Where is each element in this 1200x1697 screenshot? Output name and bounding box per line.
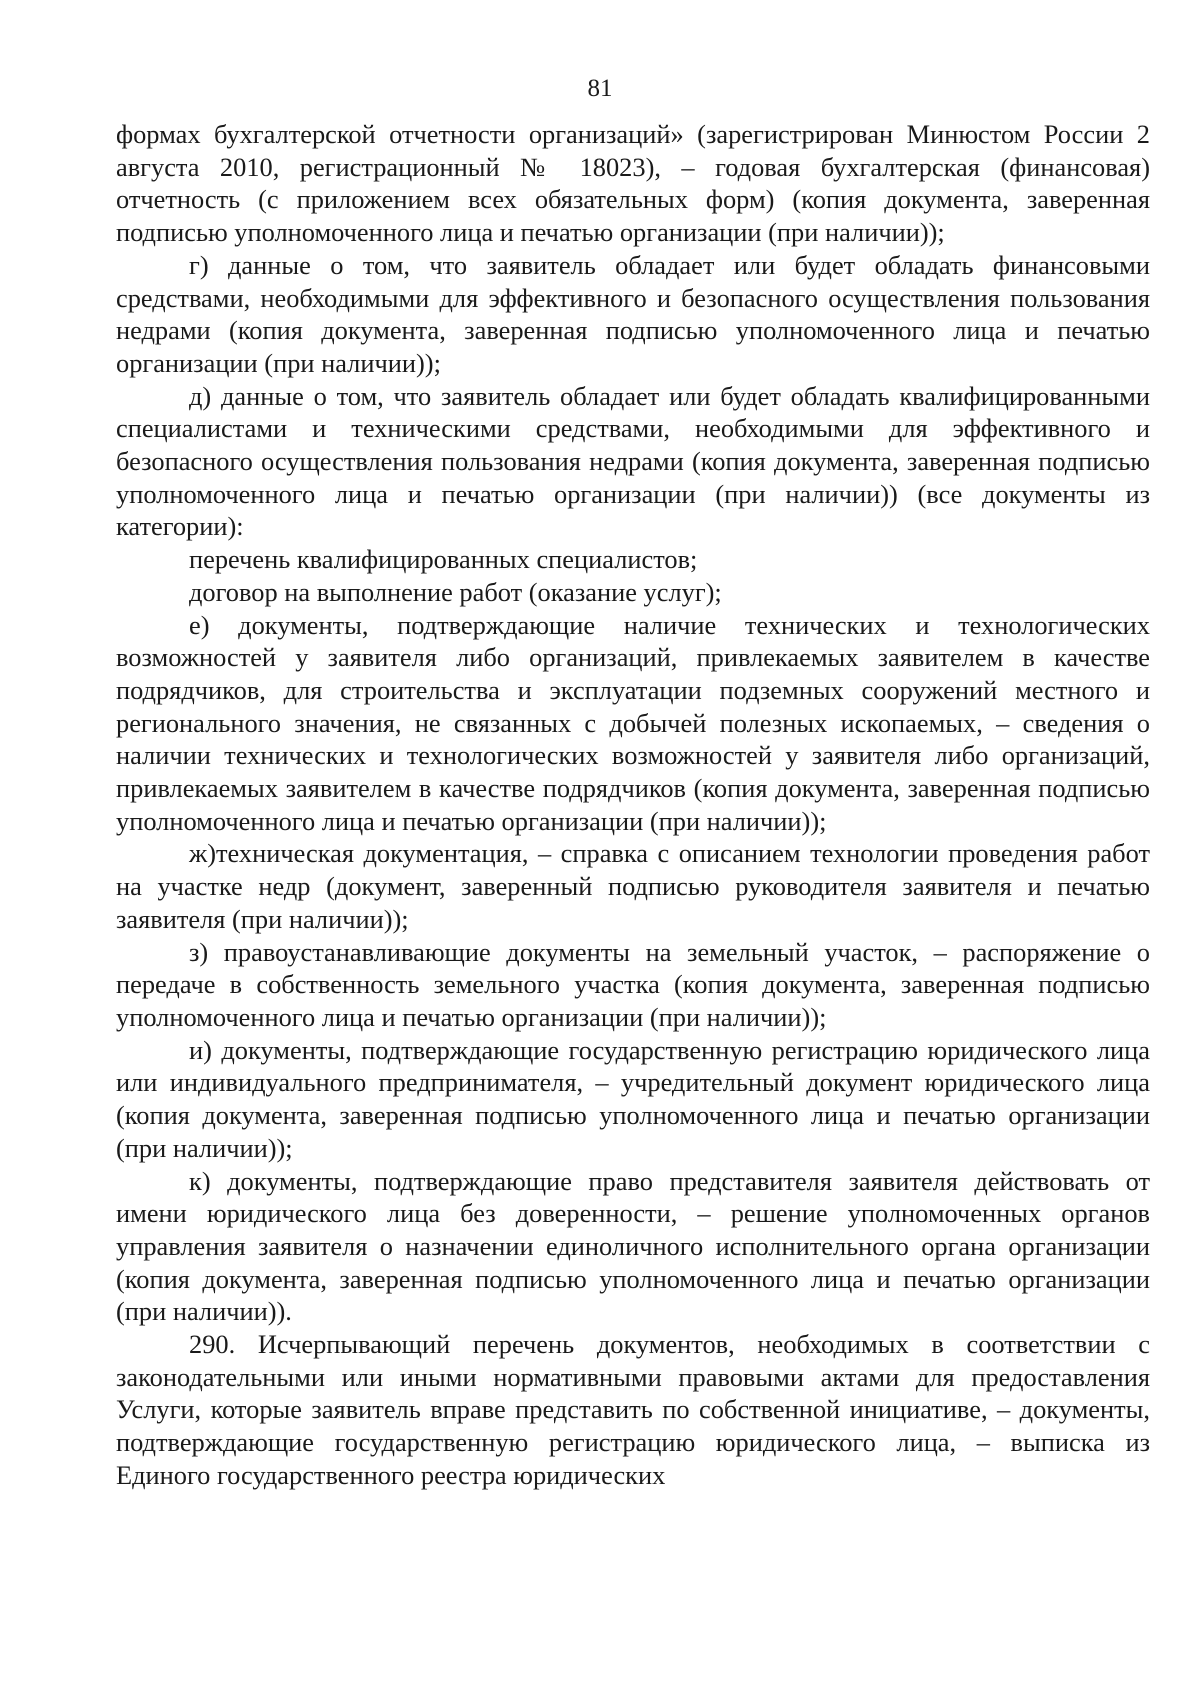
- page-number: 81: [587, 75, 613, 102]
- paragraph-contract: договор на выполнение работ (оказание услуг);: [189, 576, 722, 607]
- paragraph-continuation: формах бухгалтерской отчетности организаций» (зарегистрирован Минюстом России 2 августа 2010, регистрационный № 18023), – годовая бухгалтерская (финансовая) отчетность (с приложением всех обязательных форм) (копия документа, заверенная подписью уполномоченного лица и печатью организации (при наличии));: [116, 119, 1150, 248]
- paragraph-item-d: д) данные о том, что заявитель обладает или будет обладать квалифицированными специалистами и техническими средствами, необходимыми для эффективного и безопасного осуществления пользования недрами (копия документа, заверенная подписью уполномоченного лица и печатью организации (при наличии)) (все документы из категории):: [116, 380, 1150, 542]
- paragraph-item-zh: ж)техническая документация, – справка с описанием технологии проведения работ на участке недр (документ, заверенный подписью руководителя заявителя и печатью заявителя (при наличии));: [116, 838, 1150, 934]
- paragraph-290: 290. Исчерпывающий перечень документов, необходимых в соответствии с законодательными или иными нормативными правовыми актами для предоставления Услуги, которые заявитель вправе представить по собственной инициативе, – документы, подтверждающие государственную регистрацию юридического лица, – выписка из Единого государственного реестра юридических: [116, 1329, 1150, 1490]
- paragraph-item-i: и) документы, подтверждающие государственную регистрацию юридического лица или индивидуального предпринимателя, – учредительный документ юридического лица (копия документа, заверенная подписью уполномоченного лица и печатью организации (при наличии));: [116, 1034, 1150, 1163]
- paragraph-item-z: з) правоустанавливающие документы на земельный участок, – распоряжение о передаче в собственность земельного участка (копия документа, заверенная подписью уполномоченного лица и печатью организации (при наличии));: [116, 936, 1150, 1032]
- document-body: [116, 118, 1150, 1492]
- paragraph-item-e: е) документы, подтверждающие наличие технических и технологических возможностей у заявителя либо организаций, привлекаемых заявителем в качестве подрядчиков, для строительства и эксплуатации подземных сооружений местного и регионального значения, не связанных с добычей полезных ископаемых, – сведения о наличии технических и технологических возможностей у заявителя либо организаций, привлекаемых заявителем в качестве подрядчиков (копия документа, заверенная подписью уполномоченного лица и печатью организации (при наличии));: [116, 609, 1150, 836]
- paragraph-item-k: к) документы, подтверждающие право представителя заявителя действовать от имени юридического лица без доверенности, – решение уполномоченных органов управления заявителя о назначении единоличного исполнительного органа организации (копия документа, заверенная подписью уполномоченного лица и печатью организации (при наличии)).: [116, 1165, 1150, 1327]
- paragraph-specialists-list: перечень квалифицированных специалистов;: [189, 544, 698, 575]
- paragraph-item-g: г) данные о том, что заявитель обладает или будет обладать финансовыми средствами, необходимыми для эффективного и безопасного осуществления пользования недрами (копия документа, заверенная подписью уполномоченного лица и печатью организации (при наличии));: [116, 249, 1150, 378]
